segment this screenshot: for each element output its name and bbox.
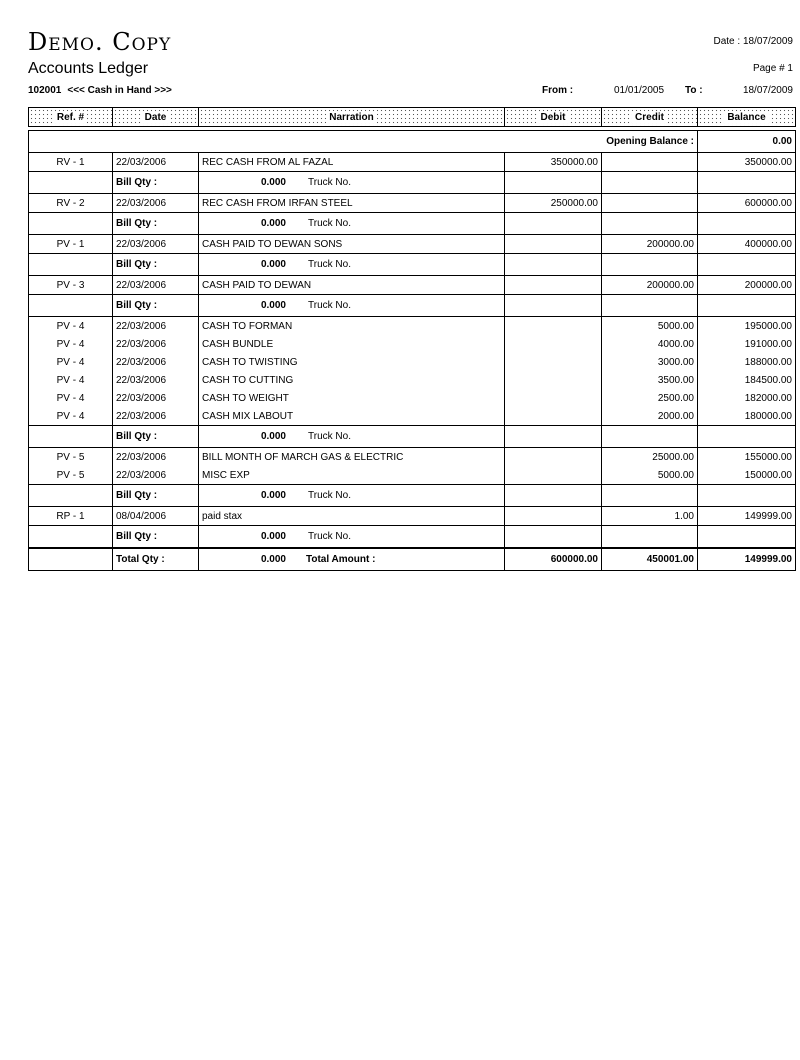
truck-no-label: Truck No.: [308, 259, 351, 270]
entry-balance: 182000.00: [698, 389, 796, 407]
bill-qty-row: [29, 295, 796, 317]
entry-debit: [505, 448, 602, 467]
entry-narration: BILL MONTH OF MARCH GAS & ELECTRIC: [199, 448, 505, 467]
bill-spacer: [29, 172, 113, 194]
bill-spacer: [29, 485, 113, 507]
entry-balance: 400000.00: [698, 235, 796, 254]
bill-qty-row: [29, 213, 796, 235]
bill-credit-empty: [602, 172, 698, 194]
col-header-ref: Ref. #: [29, 108, 113, 127]
entry-balance: 180000.00: [698, 407, 796, 426]
bill-qty-cell: [199, 526, 505, 549]
total-qty-label: Total Qty :: [113, 548, 199, 571]
entry-narration: CASH PAID TO DEWAN: [199, 276, 505, 295]
bill-credit-empty: [602, 526, 698, 549]
entry-debit: [505, 407, 602, 426]
to-date: 18/07/2009: [742, 85, 793, 96]
entry-date: 22/03/2006: [113, 153, 199, 172]
entry-credit: 5000.00: [602, 317, 698, 336]
bill-qty-row: [29, 485, 796, 507]
bill-qty-row: [29, 526, 796, 549]
entry-narration: paid stax: [199, 507, 505, 526]
entry-credit: [602, 194, 698, 213]
bill-qty-value: 0.000: [260, 218, 286, 229]
entry-credit: 3500.00: [602, 371, 698, 389]
entry-ref: PV - 4: [29, 407, 113, 426]
entry-debit: 350000.00: [505, 153, 602, 172]
entry-credit: 1.00: [602, 507, 698, 526]
entry-balance: 188000.00: [698, 353, 796, 371]
opening-balance-value: 0.00: [698, 131, 796, 153]
bill-balance-empty: [698, 254, 796, 276]
entry-ref: PV - 5: [29, 448, 113, 467]
entry-date: 22/03/2006: [113, 407, 199, 426]
bill-debit-empty: [505, 426, 602, 448]
entry-date: 22/03/2006: [113, 466, 199, 485]
total-qty: 0.000: [260, 554, 286, 565]
bill-qty-value: 0.000: [260, 531, 286, 542]
demo-copy-watermark: Demo. Copy: [28, 28, 172, 56]
bill-qty-label: Bill Qty :: [113, 213, 199, 235]
account-code: 102001: [28, 85, 62, 96]
entry-date: 22/03/2006: [113, 276, 199, 295]
bill-qty-cell: [199, 426, 505, 448]
entry-ref: RV - 2: [29, 194, 113, 213]
ledger-entry-row: [29, 389, 796, 407]
ledger-entry-row: [29, 407, 796, 426]
totals-row: [29, 548, 796, 571]
entry-date: 22/03/2006: [113, 389, 199, 407]
entry-date: 08/04/2006: [113, 507, 199, 526]
entry-narration: CASH TO CUTTING: [199, 371, 505, 389]
opening-balance-row: [29, 131, 796, 153]
entry-balance: 191000.00: [698, 335, 796, 353]
bill-debit-empty: [505, 254, 602, 276]
bill-debit-empty: [505, 172, 602, 194]
entry-narration: CASH BUNDLE: [199, 335, 505, 353]
entry-narration: CASH PAID TO DEWAN SONS: [199, 235, 505, 254]
col-header-credit: Credit: [602, 108, 698, 127]
truck-no-label: Truck No.: [308, 218, 351, 229]
entry-debit: [505, 507, 602, 526]
entry-narration: REC CASH FROM AL FAZAL: [199, 153, 505, 172]
bill-qty-row: [29, 254, 796, 276]
ledger-entry-row: [29, 466, 796, 485]
entry-date: 22/03/2006: [113, 317, 199, 336]
entry-narration: MISC EXP: [199, 466, 505, 485]
entry-date: 22/03/2006: [113, 371, 199, 389]
bill-qty-value: 0.000: [260, 300, 286, 311]
bill-qty-label: Bill Qty :: [113, 254, 199, 276]
entry-balance: 150000.00: [698, 466, 796, 485]
entry-ref: PV - 4: [29, 353, 113, 371]
bill-qty-label: Bill Qty :: [113, 526, 199, 549]
ledger-entry-row: [29, 448, 796, 467]
bill-debit-empty: [505, 485, 602, 507]
column-header-row: [29, 108, 796, 127]
bill-spacer: [29, 526, 113, 549]
entry-narration: REC CASH FROM IRFAN STEEL: [199, 194, 505, 213]
entry-narration: CASH TO TWISTING: [199, 353, 505, 371]
from-date: 01/01/2005: [614, 85, 665, 96]
ledger-entry-row: [29, 153, 796, 172]
bill-credit-empty: [602, 426, 698, 448]
bill-qty-label: Bill Qty :: [113, 295, 199, 317]
bill-debit-empty: [505, 213, 602, 235]
total-qty-cell: [199, 548, 505, 571]
entry-debit: [505, 371, 602, 389]
entry-debit: [505, 335, 602, 353]
bill-qty-value: 0.000: [260, 431, 286, 442]
ledger-entry-row: [29, 276, 796, 295]
bill-spacer: [29, 254, 113, 276]
entry-balance: 600000.00: [698, 194, 796, 213]
bill-spacer: [29, 295, 113, 317]
ledger-entry-row: [29, 507, 796, 526]
total-debit: 600000.00: [505, 548, 602, 571]
print-date: Date : 18/07/2009: [713, 36, 793, 47]
entry-credit: 5000.00: [602, 466, 698, 485]
bill-qty-cell: [199, 172, 505, 194]
bill-balance-empty: [698, 485, 796, 507]
ledger-entry-row: [29, 335, 796, 353]
entry-ref: PV - 1: [29, 235, 113, 254]
entry-debit: [505, 389, 602, 407]
bill-balance-empty: [698, 172, 796, 194]
bill-debit-empty: [505, 526, 602, 549]
entry-balance: 200000.00: [698, 276, 796, 295]
bill-debit-empty: [505, 295, 602, 317]
entry-ref: RP - 1: [29, 507, 113, 526]
entry-debit: [505, 466, 602, 485]
bill-credit-empty: [602, 213, 698, 235]
bill-qty-value: 0.000: [260, 259, 286, 270]
entry-ref: RV - 1: [29, 153, 113, 172]
bill-qty-cell: [199, 485, 505, 507]
entry-credit: 2500.00: [602, 389, 698, 407]
bill-qty-row: [29, 172, 796, 194]
entry-date: 22/03/2006: [113, 335, 199, 353]
to-label: To :: [685, 85, 703, 96]
from-label: From :: [542, 85, 574, 96]
entry-balance: 184500.00: [698, 371, 796, 389]
entry-date: 22/03/2006: [113, 235, 199, 254]
bill-qty-cell: [199, 295, 505, 317]
col-header-date: Date: [113, 108, 199, 127]
bill-qty-row: [29, 426, 796, 448]
entry-credit: [602, 153, 698, 172]
entry-narration: CASH TO WEIGHT: [199, 389, 505, 407]
bill-qty-cell: [199, 213, 505, 235]
entry-debit: [505, 276, 602, 295]
total-balance: 149999.00: [698, 548, 796, 571]
account-heading: [28, 85, 178, 96]
page-number: Page # 1: [752, 63, 793, 74]
truck-no-label: Truck No.: [308, 490, 351, 501]
entry-date: 22/03/2006: [113, 448, 199, 467]
entry-balance: 155000.00: [698, 448, 796, 467]
total-credit: 450001.00: [602, 548, 698, 571]
entry-debit: 250000.00: [505, 194, 602, 213]
bill-credit-empty: [602, 254, 698, 276]
truck-no-label: Truck No.: [308, 300, 351, 311]
entry-credit: 4000.00: [602, 335, 698, 353]
total-amount-label: Total Amount :: [306, 554, 376, 565]
entry-narration: CASH MIX LABOUT: [199, 407, 505, 426]
ledger-table: [28, 107, 796, 571]
entry-debit: [505, 353, 602, 371]
ledger-entry-row: [29, 371, 796, 389]
truck-no-label: Truck No.: [308, 431, 351, 442]
bill-qty-label: Bill Qty :: [113, 172, 199, 194]
entry-ref: PV - 4: [29, 317, 113, 336]
entry-ref: PV - 4: [29, 371, 113, 389]
bill-balance-empty: [698, 295, 796, 317]
ledger-entry-row: [29, 194, 796, 213]
entry-ref: PV - 4: [29, 335, 113, 353]
entry-debit: [505, 317, 602, 336]
ledger-entry-row: [29, 235, 796, 254]
bill-spacer: [29, 426, 113, 448]
entry-credit: 3000.00: [602, 353, 698, 371]
ledger-entry-row: [29, 353, 796, 371]
bill-spacer: [29, 213, 113, 235]
entry-ref: PV - 3: [29, 276, 113, 295]
entry-balance: 149999.00: [698, 507, 796, 526]
col-header-narration: Narration: [199, 108, 505, 127]
entry-debit: [505, 235, 602, 254]
entry-ref: PV - 4: [29, 389, 113, 407]
bill-qty-cell: [199, 254, 505, 276]
entry-date: 22/03/2006: [113, 194, 199, 213]
col-header-debit: Debit: [505, 108, 602, 127]
entry-balance: 350000.00: [698, 153, 796, 172]
truck-no-label: Truck No.: [308, 177, 351, 188]
entry-credit: 200000.00: [602, 276, 698, 295]
entry-date: 22/03/2006: [113, 353, 199, 371]
bill-qty-value: 0.000: [260, 177, 286, 188]
entry-narration: CASH TO FORMAN: [199, 317, 505, 336]
bill-qty-value: 0.000: [260, 490, 286, 501]
bill-credit-empty: [602, 295, 698, 317]
truck-no-label: Truck No.: [308, 531, 351, 542]
bill-balance-empty: [698, 526, 796, 549]
entry-ref: PV - 5: [29, 466, 113, 485]
bill-balance-empty: [698, 213, 796, 235]
bill-qty-label: Bill Qty :: [113, 426, 199, 448]
entry-credit: 25000.00: [602, 448, 698, 467]
opening-balance-label: Opening Balance :: [29, 131, 698, 153]
col-header-balance: Balance: [698, 108, 796, 127]
entry-credit: 200000.00: [602, 235, 698, 254]
ledger-entry-row: [29, 317, 796, 336]
bill-credit-empty: [602, 485, 698, 507]
account-name: <<< Cash in Hand >>>: [67, 85, 172, 96]
bill-qty-label: Bill Qty :: [113, 485, 199, 507]
entry-credit: 2000.00: [602, 407, 698, 426]
entry-balance: 195000.00: [698, 317, 796, 336]
bill-balance-empty: [698, 426, 796, 448]
report-title: Accounts Ledger: [28, 60, 149, 77]
